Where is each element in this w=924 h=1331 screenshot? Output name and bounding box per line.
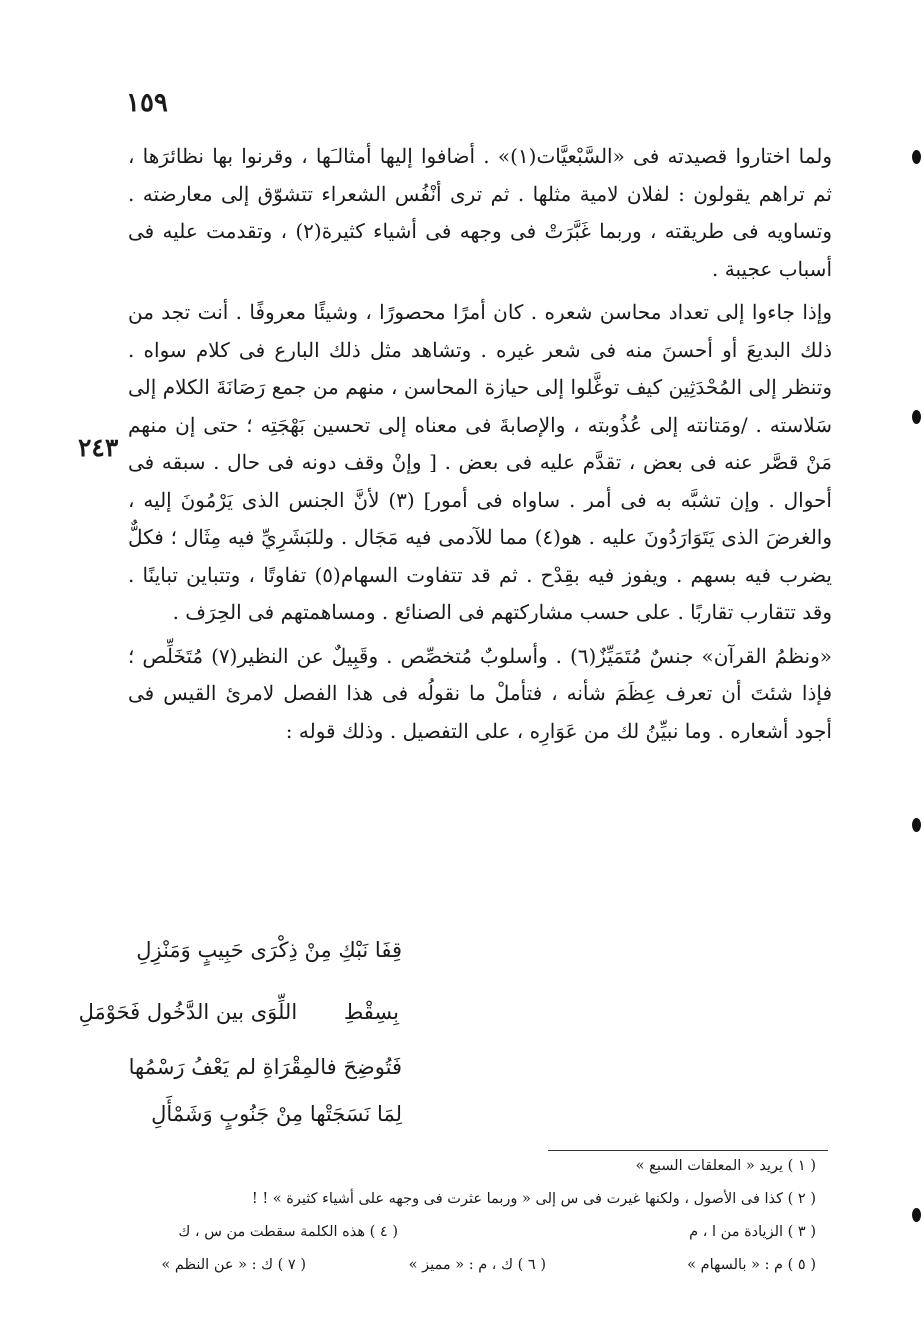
page-number: ١٥٩ bbox=[126, 88, 168, 118]
poem-line-1: قِفَا نَبْكِ مِنْ ذِكْرَى حَبِيبٍ وَمَنْزِلِ bbox=[136, 938, 402, 962]
main-text bbox=[128, 138, 832, 750]
poem-line-4: لِمَا نَسَجَتْها مِنْ جَنُوبٍ وَشَمْأَلِ bbox=[151, 1102, 402, 1126]
footnote-3: ( ٣ ) الزيادة من ا ، م bbox=[689, 1224, 816, 1240]
footnote-divider bbox=[548, 1150, 828, 1151]
footnote-7: ( ٧ ) ك : « عن النظم » bbox=[161, 1257, 306, 1273]
poem-line-2-end: اللِّوَى بين الدَّخُول فَحَوْمَلِ bbox=[78, 1000, 298, 1024]
poem-line-2 bbox=[78, 1000, 399, 1024]
binding-hole-mark bbox=[912, 150, 921, 164]
footnote-1: ( ١ ) يريد « المعلقات السبع » bbox=[635, 1158, 816, 1174]
footnote-2: ( ٢ ) كذا فى الأصول ، ولكنها غيرت فى س إلى « وربما عثرت فى وجهه على أشياء كثيرة » ! ! bbox=[251, 1191, 816, 1207]
paragraph-1: ولما اختاروا قصيدته فى «السَّبْعيَّات(١)» . أضافوا إليها أمثالـَها ، وقرنوا بها نظائرَها ، ثم تراهم يقولون : لفلان لامية مثلها . ثم ترى أنْفُس الشعراء تتشوّق إلى معارضته . وتساويه فى طريقته ، وربما غَبَّرَتْ فى وجهه فى أشياء كثيرة(٢) ، وتقدمت عليه فى أسباب عجيبة . bbox=[128, 144, 833, 281]
poem-line-3: فَتُوضِحَ فالمِقْرَاةِ لم يَعْفُ رَسْمُها bbox=[128, 1055, 402, 1079]
poem-line-2-start: بِسِقْطِ bbox=[343, 1000, 399, 1024]
paragraph-2: وإذا جاءوا إلى تعداد محاسن شعره . كان أمرًا محصورًا ، وشيئًا معروفًا . أنت تجد من ذلك البديعَ أو أحسنَ منه فى شعر غيره . وتشاهد مثل ذلك البارع فى كلام سواه . وتنظر إلى المُحْدَثِين كيف توغَّلوا إلى حيازة المحاسن ، منهم من جمع رَصَانَةَ الكلام إلى سَلاسته . /ومَتانته إلى عُذُوبته ، والإصابةَ فى معناه إلى تحسين بَهْجَتِه ؛ حتى إن منهم مَنْ قصَّر عنه فى بعض ، تقدَّم عليه فى بعض . [ وإنْ وقف دونه فى حال . سبقه فى أحوال . وإن تشبَّه به فى أمر . ساواه فى أمور] (٣) لأنَّ الجنس الذى يَرْمُونَ إليه ، والغرضَ الذى يَتَوَارَدُونَ عليه . هو(٤) مما للآدمى فيه مَجَال . وللبَشَرِيِّ فيه مِثَال ؛ فكلٌّ يضرب فيه بسهم . ويفوز فيه بقِدْح . ثم قد تتفاوت السهام(٥) تفاوتًا ، وتتباين تباينًا . وقد تتقارب تقاربًا . على حسب مشاركتهم فى الصنائع . ومساهمتهم فى الحِرَف . bbox=[128, 300, 833, 624]
paragraph-3: «ونظمُ القرآن» جنسٌ مُتَمَيِّزٌ(٦) . وأسلوبٌ مُتخصِّص . وقَبِيلٌ عن النظير(٧) مُتَخَلِّص ؛ فإذا شئتَ أن تعرف عِظَمَ شأنه ، فتأملْ ما نقولُه فى هذا الفصل لامرئ القيس فى أجود أشعاره . وما نبيِّنُ لك من عَوَارِه ، على التفصيل . وذلك قوله : bbox=[128, 643, 832, 743]
footnote-4: ( ٤ ) هذه الكلمة سقطت من س ، ك bbox=[178, 1224, 398, 1240]
footnote-6: ( ٦ ) ك ، م : « مميز » bbox=[408, 1257, 546, 1273]
margin-page-reference: ٢٤٣ bbox=[78, 433, 119, 462]
binding-hole-mark bbox=[912, 818, 921, 832]
binding-hole-mark bbox=[912, 1208, 921, 1222]
binding-hole-mark bbox=[912, 410, 921, 424]
footnote-5: ( ٥ ) م : « بالسهام » bbox=[687, 1257, 816, 1273]
